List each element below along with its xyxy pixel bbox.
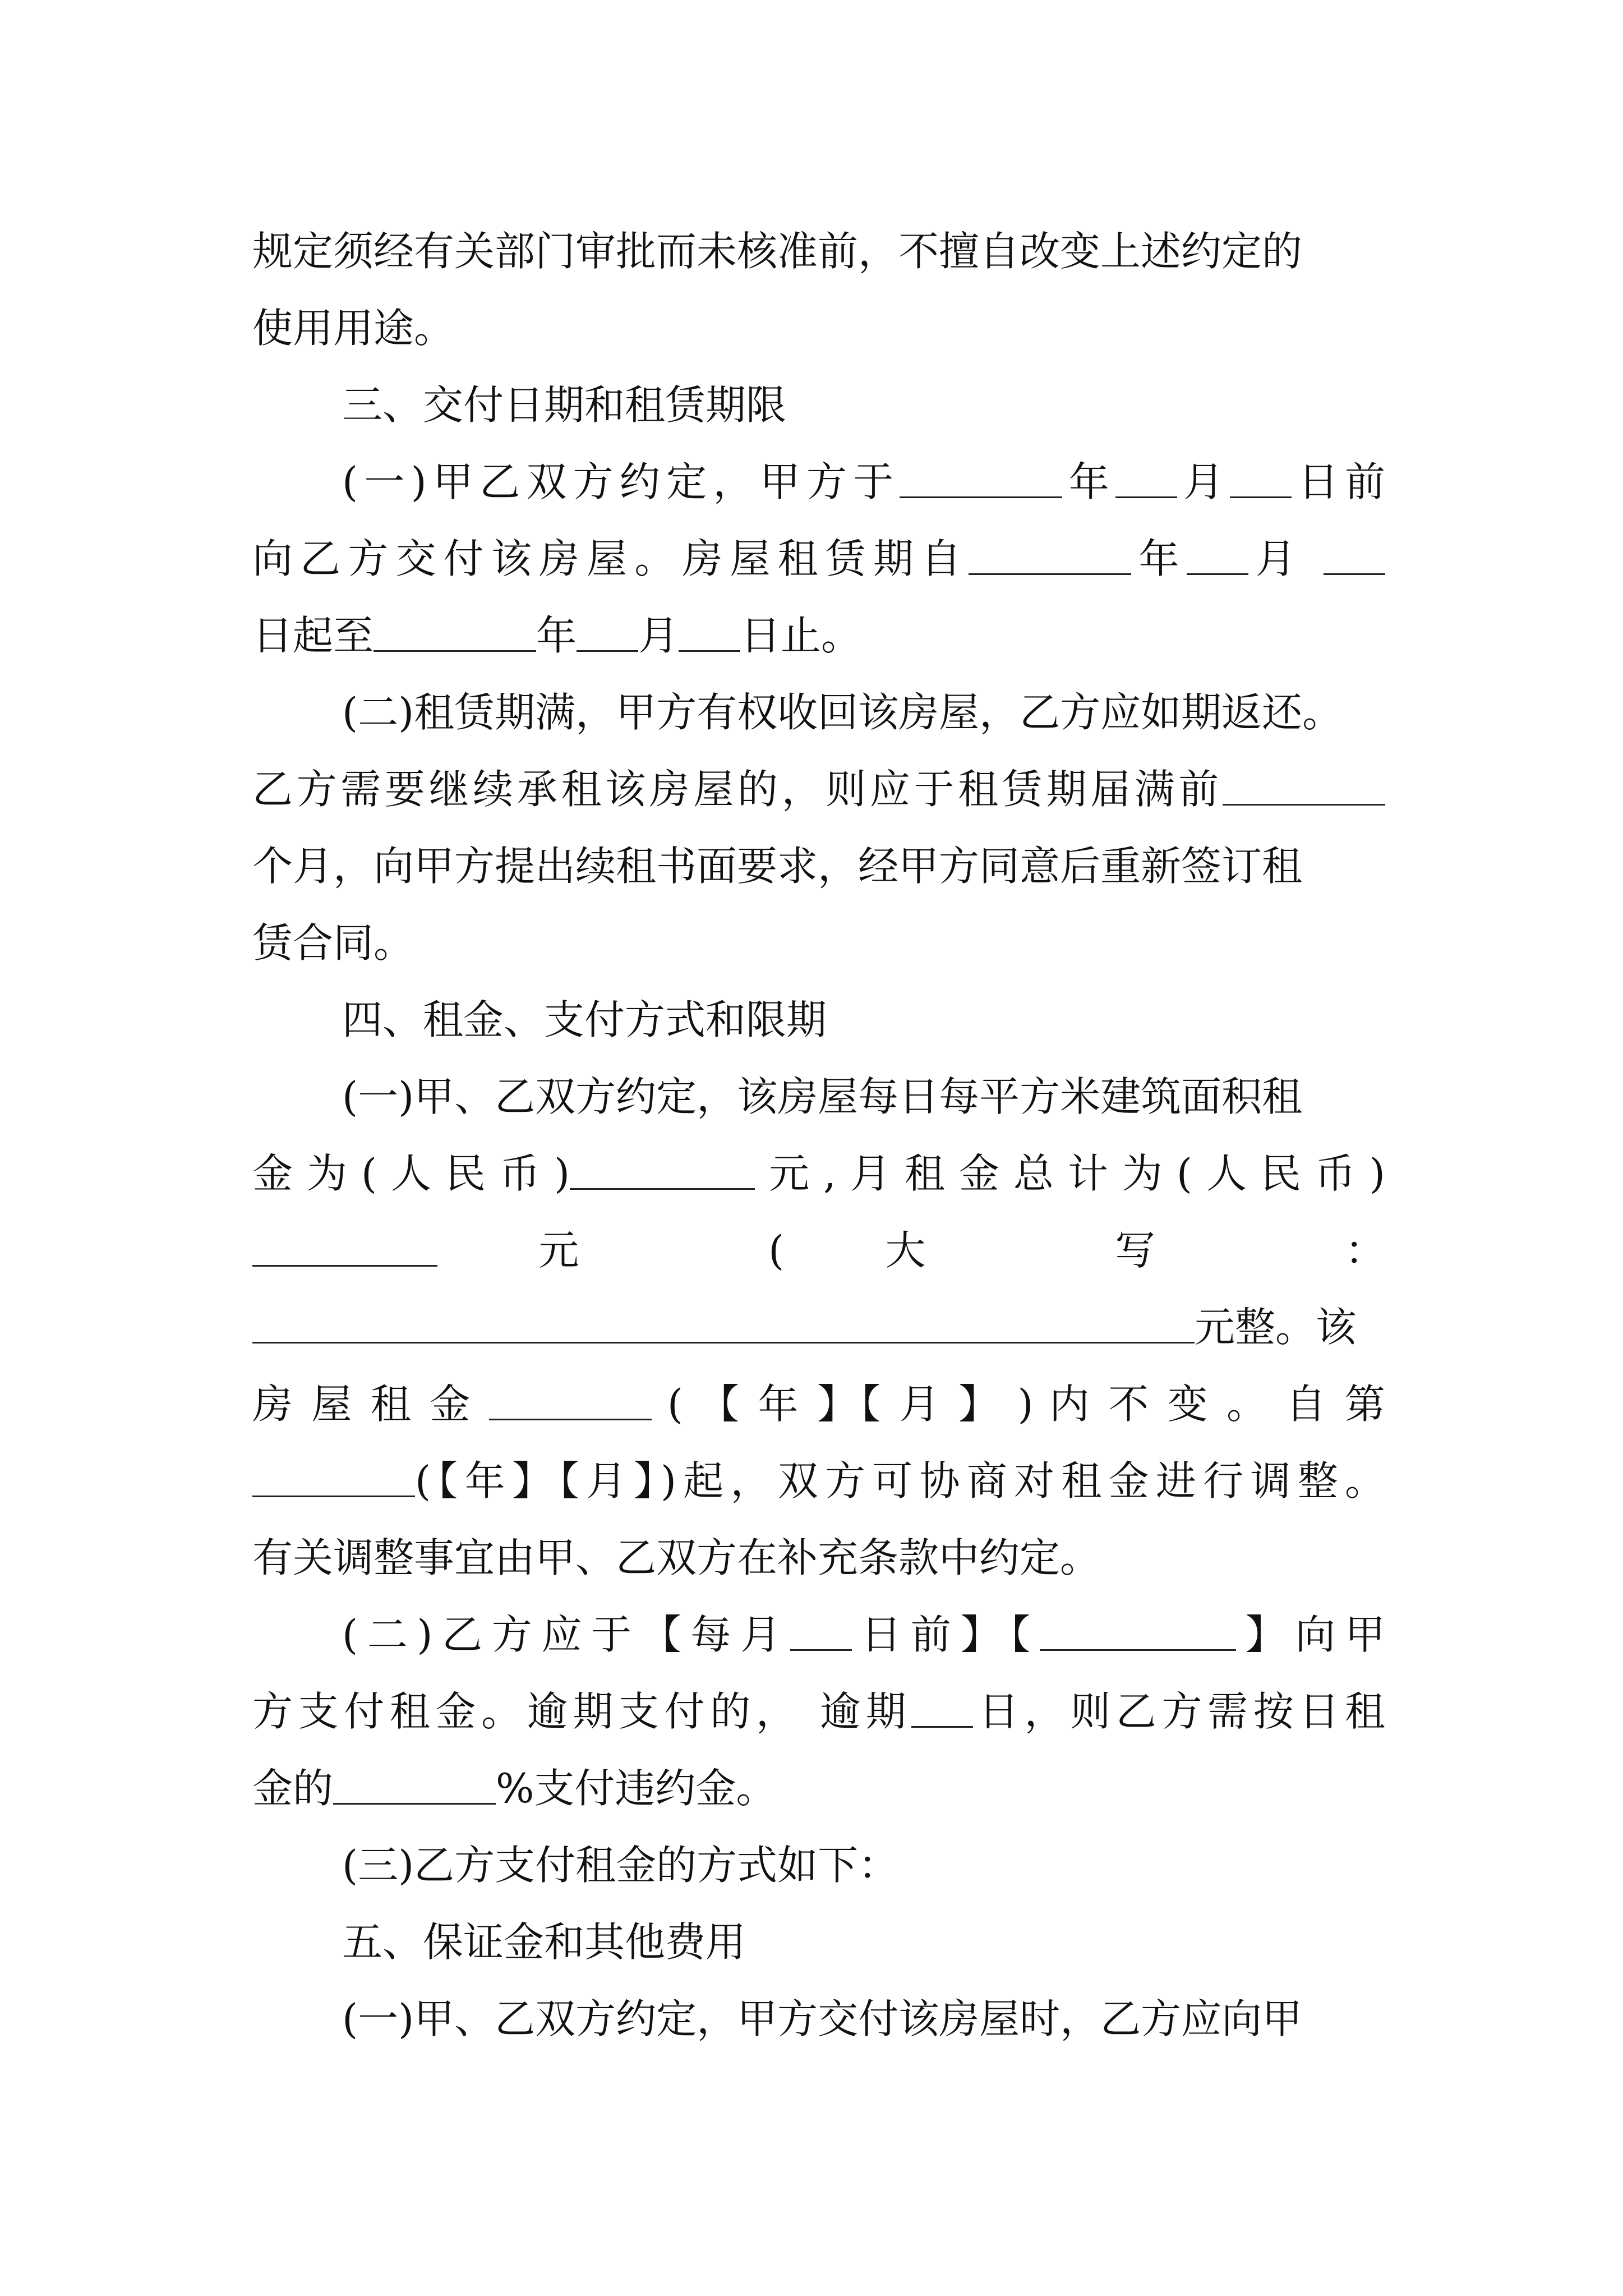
- line-text: 方支付租金。逾期支付的， 逾期: [252, 1688, 912, 1735]
- line-text: 】【: [817, 1381, 884, 1428]
- line-text: 乙方需要继续承租该房屋的，则应于租赁期届满前: [252, 766, 1223, 813]
- line-text: (二)租赁期满，甲方有权收回该房屋，乙方应如期返还。: [342, 689, 1343, 736]
- fill-blank: [252, 1305, 1195, 1343]
- fill-blank: [570, 1152, 755, 1190]
- line-text: 租: [370, 1381, 414, 1428]
- line-text: 日止。: [740, 612, 862, 659]
- line-text: (: [768, 1227, 785, 1274]
- heading-text: 五、保证金和其他费用: [342, 1918, 746, 1966]
- line-text: 月: [638, 612, 679, 659]
- line-text: 变: [1167, 1381, 1211, 1428]
- fill-blank: [969, 537, 1131, 575]
- line-text: 年: [758, 1381, 801, 1428]
- text-line: [252, 1212, 1385, 1289]
- text-line: [252, 1059, 1385, 1135]
- line-text: 金的: [252, 1765, 334, 1812]
- text-line: [252, 213, 1385, 290]
- line-text: 【: [699, 1381, 743, 1428]
- text-line: [252, 597, 1385, 674]
- line-text: 】: [958, 1381, 1002, 1428]
- line-text: 日，则乙方需按日租: [973, 1688, 1385, 1735]
- text-line: [252, 1750, 1385, 1827]
- fill-blank: [1324, 537, 1385, 575]
- text-line: [252, 521, 1385, 597]
- line-text: 】向甲: [1236, 1611, 1385, 1658]
- line-text: 使用用途。: [252, 305, 455, 352]
- fill-blank: [911, 1690, 973, 1728]
- line-text: 元: [538, 1227, 667, 1274]
- line-text: (一)甲、乙双方约定，甲方交付该房屋时，乙方应向甲: [342, 1995, 1303, 2042]
- fill-blank: [790, 1613, 852, 1651]
- heading-text: 四、租金、支付方式和限期: [342, 996, 827, 1043]
- line-text: 日前】【: [851, 1611, 1040, 1658]
- text-line: [252, 1596, 1385, 1673]
- line-text: 元,月租金总计为(人民币): [755, 1150, 1385, 1197]
- contract-text: [252, 213, 1385, 2058]
- line-text: 赁合同。: [252, 919, 414, 967]
- fill-blank: [1187, 537, 1248, 575]
- line-text: 元整。该: [1195, 1304, 1357, 1351]
- fill-blank: [252, 1228, 437, 1267]
- line-text: 年: [536, 612, 577, 659]
- text-line: [252, 1135, 1385, 1212]
- line-text: 月: [1248, 535, 1303, 582]
- section-heading-five: [252, 1904, 1385, 1981]
- line-text: 自: [1285, 1381, 1329, 1428]
- text-line: [252, 1289, 1385, 1366]
- text-line: [252, 290, 1385, 367]
- line-text: 日起至: [252, 612, 374, 659]
- fill-blank: [489, 1382, 652, 1420]
- heading-text: 三、交付日期和租赁期限: [342, 381, 787, 429]
- line-text: 日前: [1292, 458, 1385, 505]
- line-text: (【年】【月】)起，双方可协商对租金进行调整。: [415, 1457, 1385, 1504]
- text-line: [252, 1827, 1385, 1904]
- line-text: 。: [1226, 1381, 1270, 1428]
- text-line: [252, 828, 1385, 905]
- fill-blank: [900, 460, 1062, 498]
- line-text: ): [1017, 1381, 1034, 1428]
- text-line: [252, 674, 1385, 751]
- text-line: [252, 1673, 1385, 1750]
- line-text: 屋: [311, 1381, 355, 1428]
- text-line: [252, 1366, 1385, 1443]
- line-text: 个月，向甲方提出续租书面要求，经甲方同意后重新签订租: [252, 843, 1303, 890]
- text-line: [252, 444, 1385, 521]
- section-heading-four: [252, 982, 1385, 1059]
- line-text: (一)甲、乙双方约定，该房屋每日每平方米建筑面积租: [342, 1073, 1303, 1120]
- line-text: %支付违约金。: [496, 1765, 777, 1812]
- line-text: (三)乙方支付租金的方式如下：: [342, 1842, 899, 1889]
- line-text: 向乙方交付该房屋。房屋租赁期自: [252, 535, 969, 582]
- line-text: 年: [1062, 458, 1115, 505]
- text-line: [252, 1520, 1385, 1596]
- fill-blank: [577, 614, 638, 652]
- line-text: (: [667, 1381, 683, 1428]
- line-text: (二)乙方应于【每月: [342, 1611, 790, 1658]
- fill-blank: [252, 1459, 415, 1497]
- text-line: [252, 1981, 1385, 2058]
- line-text: 不: [1108, 1381, 1152, 1428]
- line-text: 有关调整事宜由甲、乙双方在补充条款中约定。: [252, 1534, 1101, 1581]
- fill-blank: [1040, 1613, 1236, 1651]
- fill-blank: [1223, 767, 1385, 806]
- line-text: 内: [1049, 1381, 1092, 1428]
- fill-blank: [1230, 460, 1292, 498]
- line-text: ：: [1344, 1227, 1385, 1274]
- line-text: 大: [885, 1227, 1014, 1274]
- fill-blank: [374, 614, 536, 652]
- text-line: [252, 905, 1385, 982]
- text-line: [252, 751, 1385, 828]
- text-line: [252, 1443, 1385, 1520]
- line-text: 月: [899, 1381, 943, 1428]
- fill-blank: [333, 1766, 496, 1805]
- line-text: 规定须经有关部门审批而未核准前，不擅自改变上述约定的: [252, 228, 1303, 275]
- line-text: (一)甲乙双方约定，甲方于: [342, 458, 900, 505]
- line-text: 金: [430, 1381, 473, 1428]
- fill-blank: [679, 614, 740, 652]
- line-text: 房: [252, 1381, 296, 1428]
- line-text: 写: [1115, 1227, 1244, 1274]
- section-heading-three: [252, 367, 1385, 444]
- line-text: 金为(人民币): [252, 1150, 570, 1197]
- line-text: 第: [1344, 1381, 1385, 1428]
- line-text: 年: [1131, 535, 1187, 582]
- fill-blank: [1115, 460, 1177, 498]
- line-text: 月: [1177, 458, 1230, 505]
